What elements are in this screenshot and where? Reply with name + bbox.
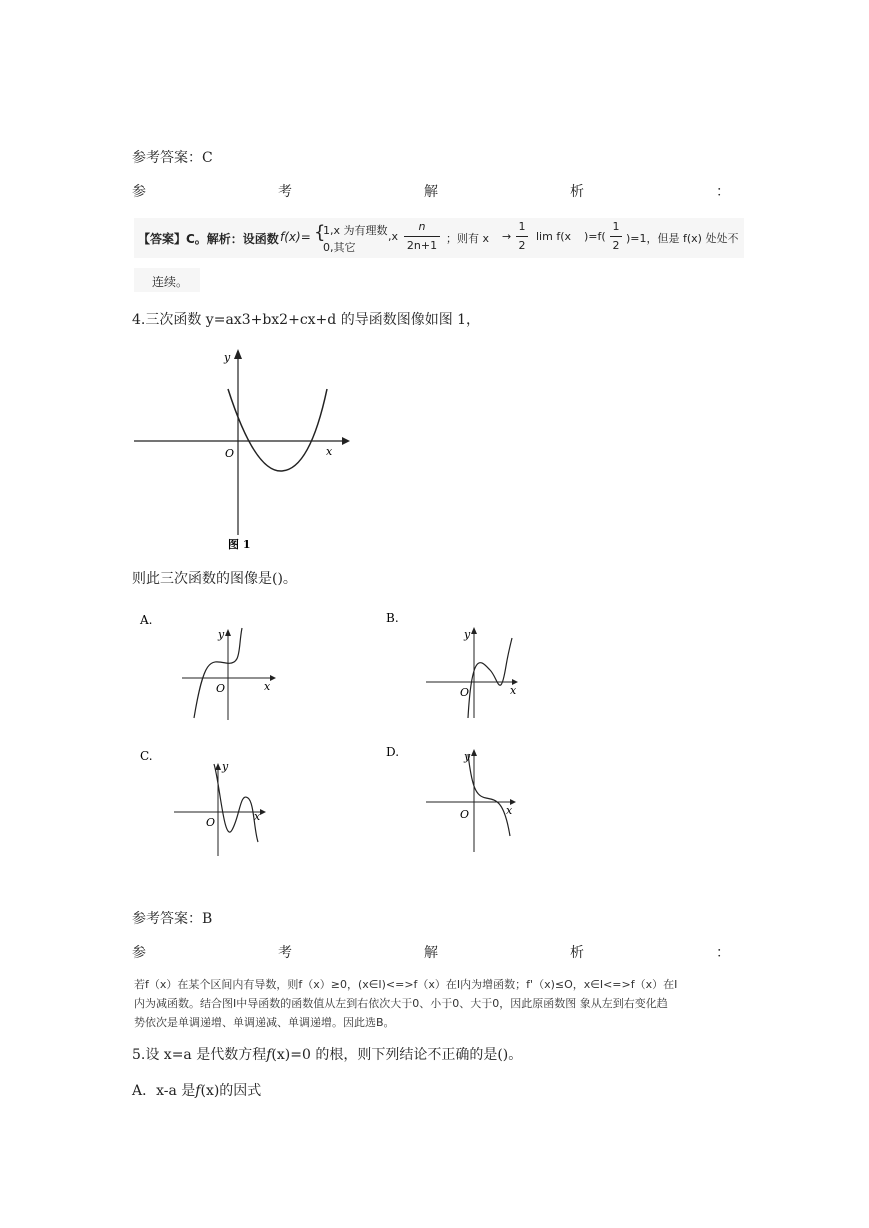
analysis-char: ： xyxy=(716,945,730,961)
svg-text:x: x xyxy=(506,804,513,817)
q3-solution-image: 【答案】C。解析：设函数 f(x)= { 1,x 为有理数 0,其它 ,x n 2n+1 ；则有 x → 1 2 lim f(x )=f( 1 2 )=1，但是 f(x) 处处不 xyxy=(134,218,744,258)
derivative-curve xyxy=(228,389,327,471)
analysis-char: 析 xyxy=(570,184,584,200)
analysis-char: 解 xyxy=(424,945,438,961)
solution-lim: lim f(x xyxy=(536,230,571,243)
fig1-x-label: x xyxy=(326,445,333,458)
analysis-char: 参 xyxy=(132,184,146,200)
solution-tag: 【答案】C。解析：设函数 xyxy=(138,232,279,246)
svg-text:y: y xyxy=(464,750,471,763)
svg-text:y: y xyxy=(464,628,471,641)
option-c-curve xyxy=(214,764,258,842)
solution-mid: ；则有 x xyxy=(446,232,490,245)
solution-fx: f(x)= xyxy=(280,230,311,244)
fig1-caption: 图 1 xyxy=(228,538,251,551)
option-a-graph[interactable] xyxy=(136,608,286,723)
q5-stem: 5.设 x=a 是代数方程f(x)=0 的根，则下列结论不正确的是()。 xyxy=(132,1047,523,1063)
svg-text:y: y xyxy=(222,760,229,773)
analysis-char: 参 xyxy=(132,945,146,961)
half-den: 2 xyxy=(612,239,620,252)
svg-text:O: O xyxy=(216,682,226,695)
q4-analysis-heading xyxy=(132,942,730,962)
q4-ask: 则此三次函数的图像是()。 xyxy=(132,571,297,587)
option-d-label: D. xyxy=(386,745,400,759)
option-b-graph[interactable] xyxy=(382,606,532,721)
solution-seq: ,x xyxy=(388,230,399,243)
seq-den: 2n+1 xyxy=(406,239,438,252)
solution-tail: )=1，但是 f(x) 处处不 xyxy=(626,232,739,245)
solution-case2: 0,其它 xyxy=(323,241,356,254)
option-c-graph[interactable] xyxy=(136,744,286,859)
svg-text:O: O xyxy=(206,816,216,829)
svg-text:y: y xyxy=(218,628,225,641)
q3-solution-image-line2 xyxy=(134,268,200,292)
half-num: 1 xyxy=(612,220,620,233)
y-axis-arrow xyxy=(234,349,242,359)
analysis-char: 解 xyxy=(424,184,438,200)
seq-num: n xyxy=(418,220,426,233)
analysis-char: 考 xyxy=(278,184,292,200)
q4-analysis-text xyxy=(134,975,677,1032)
arrow-den: 2 xyxy=(518,239,526,252)
svg-text:x: x xyxy=(510,684,517,697)
option-c-label: C. xyxy=(140,749,153,763)
fig1-origin-label: O xyxy=(225,447,235,460)
solution-lim-val: )=f( xyxy=(584,230,606,243)
arrow-num: 1 xyxy=(518,220,526,233)
analysis-line: 势依次是单调递增、单调递减、单调递增。因此选B。 xyxy=(134,1016,395,1029)
figure-1-derivative-graph xyxy=(130,345,390,555)
x-axis-arrow xyxy=(342,437,350,445)
option-b-label: B. xyxy=(386,611,399,625)
option-a-curve xyxy=(194,628,242,718)
solution-case1: 1,x 为有理数 xyxy=(323,224,388,237)
solution-line2: 连续。 xyxy=(152,275,189,289)
svg-text:x: x xyxy=(254,810,261,823)
analysis-char: 析 xyxy=(570,945,584,961)
analysis-line: 若f（x）在某个区间内有导数，则f（x）≥0，(x∈I)<=>f（x）在I内为增函数；f'（x)≤O，x∈I<=>f（x）在I xyxy=(134,978,678,991)
q4-stem: 4.三次函数 y=ax3+bx2+cx+d 的导函数图像如图 1， xyxy=(132,312,481,328)
option-a-label: A. xyxy=(140,613,153,627)
svg-text:x: x xyxy=(264,680,271,693)
analysis-line: 内为减函数。结合图I中导函数的函数值从左到右依次大于0、小于0、大于0，因此原函数图 象从左到右变化趋 xyxy=(134,997,668,1010)
q3-answer: 参考答案：C xyxy=(132,150,213,166)
q3-analysis-heading xyxy=(132,181,730,201)
analysis-char: 考 xyxy=(278,945,292,961)
q5-option-a: A．x-a 是f(x)的因式 xyxy=(132,1083,262,1099)
fig1-y-label: y xyxy=(224,351,231,364)
svg-text:O: O xyxy=(460,808,470,821)
analysis-char: ： xyxy=(716,184,730,200)
option-b-curve xyxy=(468,638,512,718)
q4-answer: 参考答案：B xyxy=(132,911,213,927)
option-d-graph[interactable] xyxy=(382,740,532,855)
svg-text:O: O xyxy=(460,686,470,699)
